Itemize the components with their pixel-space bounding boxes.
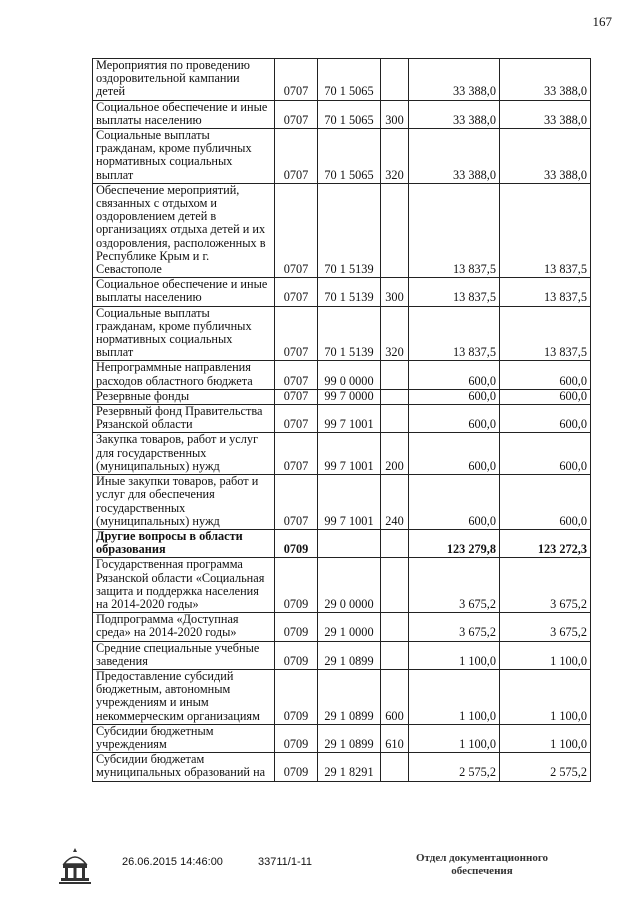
cell-value-2016: 123 272,3 [500, 529, 591, 557]
table-row [93, 724, 591, 752]
cell-section: 0709 [275, 753, 318, 781]
cell-code: 70 1 5065 [318, 129, 381, 184]
table-row [93, 433, 591, 475]
table-row [93, 613, 591, 641]
cell-value-2015: 1 100,0 [409, 724, 500, 752]
footer-document-id: 33711/1-11 [258, 856, 313, 868]
cell-expense-type: 320 [381, 306, 409, 361]
cell-name: Иные закупки товаров, работ и услуг для обеспечения государственных (муниципальных) нужд [93, 475, 275, 530]
cell-name: Обеспечение мероприятий, связанных с отдыхом и оздоровлением детей в организациях отдыха детей и их оздоровления, расположенных в Республике Крым и г. Севастополе [93, 183, 275, 277]
cell-section: 0707 [275, 389, 318, 404]
cell-value-2016: 1 100,0 [500, 641, 591, 669]
cell-expense-type [381, 558, 409, 613]
cell-value-2015: 600,0 [409, 405, 500, 433]
cell-name: Социальное обеспечение и иные выплаты населению [93, 278, 275, 306]
cell-expense-type: 600 [381, 669, 409, 724]
table-row [93, 129, 591, 184]
emblem-icon [58, 846, 92, 886]
cell-code: 99 7 1001 [318, 405, 381, 433]
cell-value-2015: 600,0 [409, 361, 500, 389]
cell-value-2015: 1 100,0 [409, 669, 500, 724]
cell-value-2016: 33 388,0 [500, 129, 591, 184]
cell-expense-type [381, 641, 409, 669]
table-row [93, 59, 591, 101]
cell-code: 29 1 0899 [318, 641, 381, 669]
cell-value-2016: 13 837,5 [500, 183, 591, 277]
cell-code: 99 7 1001 [318, 433, 381, 475]
cell-expense-type [381, 753, 409, 781]
cell-section: 0707 [275, 306, 318, 361]
table-row [93, 361, 591, 389]
department-stamp-line1: Отдел документационного [415, 852, 549, 864]
cell-value-2015: 13 837,5 [409, 278, 500, 306]
cell-section: 0707 [275, 475, 318, 530]
table-body [93, 59, 591, 782]
footer-datetime: 26.06.2015 14:46:00 [122, 856, 223, 868]
cell-section: 0709 [275, 558, 318, 613]
cell-section: 0707 [275, 433, 318, 475]
cell-name: Подпрограмма «Доступная среда» на 2014-2020 годы» [93, 613, 275, 641]
table-row [93, 641, 591, 669]
cell-section: 0707 [275, 183, 318, 277]
cell-name: Субсидии бюджетным учреждениям [93, 724, 275, 752]
cell-expense-type [381, 361, 409, 389]
budget-table [92, 58, 591, 782]
cell-value-2016: 600,0 [500, 389, 591, 404]
cell-name: Государственная программа Рязанской области «Социальная защита и поддержка населения на 2014-2020 годы» [93, 558, 275, 613]
cell-expense-type [381, 389, 409, 404]
cell-code: 29 1 0899 [318, 669, 381, 724]
cell-value-2015: 3 675,2 [409, 613, 500, 641]
cell-value-2015: 600,0 [409, 389, 500, 404]
cell-code: 29 1 0000 [318, 613, 381, 641]
cell-expense-type: 300 [381, 278, 409, 306]
cell-value-2016: 13 837,5 [500, 278, 591, 306]
table-row [93, 475, 591, 530]
cell-value-2016: 3 675,2 [500, 613, 591, 641]
cell-section: 0709 [275, 529, 318, 557]
cell-value-2015: 3 675,2 [409, 558, 500, 613]
cell-section: 0709 [275, 669, 318, 724]
cell-expense-type [381, 529, 409, 557]
table-row [93, 558, 591, 613]
cell-value-2016: 600,0 [500, 433, 591, 475]
cell-name: Средние специальные учебные заведения [93, 641, 275, 669]
cell-code: 70 1 5139 [318, 306, 381, 361]
cell-name: Другие вопросы в области образования [93, 529, 275, 557]
cell-expense-type [381, 183, 409, 277]
cell-value-2016: 600,0 [500, 405, 591, 433]
cell-value-2016: 3 675,2 [500, 558, 591, 613]
cell-section: 0707 [275, 59, 318, 101]
cell-value-2016: 1 100,0 [500, 724, 591, 752]
cell-section: 0709 [275, 724, 318, 752]
cell-name: Социальное обеспечение и иные выплаты населению [93, 100, 275, 128]
cell-name: Мероприятия по проведению оздоровительной кампании детей [93, 59, 275, 101]
cell-name: Социальные выплаты гражданам, кроме публичных нормативных социальных выплат [93, 306, 275, 361]
cell-section: 0707 [275, 361, 318, 389]
cell-name: Предоставление субсидий бюджетным, автономным учреждениям и иным некоммерческим организациям [93, 669, 275, 724]
cell-code: 29 1 8291 [318, 753, 381, 781]
cell-code: 99 0 0000 [318, 361, 381, 389]
cell-value-2015: 33 388,0 [409, 100, 500, 128]
cell-value-2015: 600,0 [409, 433, 500, 475]
table-row [93, 405, 591, 433]
table-row [93, 183, 591, 277]
cell-value-2015: 1 100,0 [409, 641, 500, 669]
department-stamp-line2: обеспечения [451, 865, 513, 877]
cell-code: 70 1 5065 [318, 100, 381, 128]
cell-code: 70 1 5139 [318, 278, 381, 306]
table-row [93, 278, 591, 306]
table-row [93, 529, 591, 557]
cell-value-2016: 600,0 [500, 475, 591, 530]
cell-value-2016: 1 100,0 [500, 669, 591, 724]
cell-value-2015: 33 388,0 [409, 129, 500, 184]
cell-section: 0707 [275, 100, 318, 128]
cell-expense-type: 200 [381, 433, 409, 475]
table-row [93, 669, 591, 724]
cell-name: Закупка товаров, работ и услуг для государственных (муниципальных) нужд [93, 433, 275, 475]
cell-code: 99 7 1001 [318, 475, 381, 530]
cell-expense-type [381, 59, 409, 101]
cell-code: 70 1 5065 [318, 59, 381, 101]
cell-section: 0707 [275, 129, 318, 184]
cell-name: Резервный фонд Правительства Рязанской области [93, 405, 275, 433]
cell-value-2016: 600,0 [500, 361, 591, 389]
cell-value-2015: 600,0 [409, 475, 500, 530]
cell-code: 99 7 0000 [318, 389, 381, 404]
cell-value-2015: 13 837,5 [409, 183, 500, 277]
table-row [93, 100, 591, 128]
table-row [93, 306, 591, 361]
cell-expense-type [381, 405, 409, 433]
table-row [93, 389, 591, 404]
cell-section: 0707 [275, 278, 318, 306]
cell-value-2015: 2 575,2 [409, 753, 500, 781]
page-number: 167 [592, 14, 612, 29]
cell-value-2015: 123 279,8 [409, 529, 500, 557]
cell-value-2016: 13 837,5 [500, 306, 591, 361]
cell-name: Социальные выплаты гражданам, кроме публичных нормативных социальных выплат [93, 129, 275, 184]
cell-value-2015: 33 388,0 [409, 59, 500, 101]
cell-code: 29 1 0899 [318, 724, 381, 752]
cell-code: 70 1 5139 [318, 183, 381, 277]
cell-value-2016: 33 388,0 [500, 100, 591, 128]
cell-expense-type: 240 [381, 475, 409, 530]
cell-section: 0709 [275, 641, 318, 669]
cell-expense-type [381, 613, 409, 641]
cell-code: 29 0 0000 [318, 558, 381, 613]
cell-value-2016: 33 388,0 [500, 59, 591, 101]
cell-expense-type: 300 [381, 100, 409, 128]
cell-section: 0707 [275, 405, 318, 433]
cell-name: Непрограммные направления расходов областного бюджета [93, 361, 275, 389]
cell-code [318, 529, 381, 557]
cell-value-2016: 2 575,2 [500, 753, 591, 781]
cell-value-2015: 13 837,5 [409, 306, 500, 361]
cell-expense-type: 320 [381, 129, 409, 184]
cell-expense-type: 610 [381, 724, 409, 752]
department-stamp [412, 852, 552, 878]
table-row [93, 753, 591, 781]
cell-name: Резервные фонды [93, 389, 275, 404]
cell-name: Субсидии бюджетам муниципальных образований на [93, 753, 275, 781]
cell-section: 0709 [275, 613, 318, 641]
